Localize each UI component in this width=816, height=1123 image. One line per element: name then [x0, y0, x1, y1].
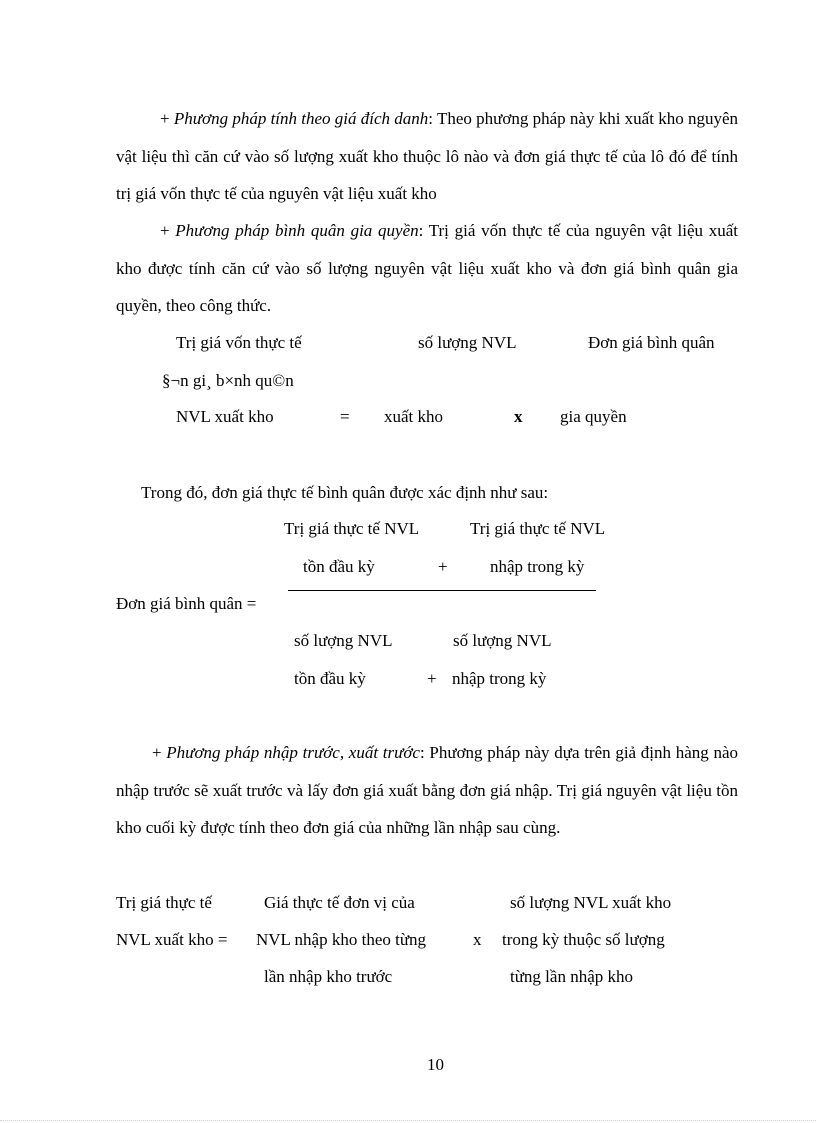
numerator-b-bottom: nhập trong kỳ	[490, 557, 585, 576]
formula1-right-top: Đơn giá bình quân	[588, 333, 715, 352]
method-body: : Theo phương pháp này khi xuất kho nguyên vật liệu thì căn cứ vào số lượng xuất kho thuộc lô nào và đơn giá thực tế của lô đó để tính trị giá vốn thực tế của nguyên vật liệu xuất kho	[116, 109, 738, 203]
formula3-c1-r2: NVL xuất kho =	[116, 930, 228, 949]
formula3-c2-r3: lần nhập kho trước	[264, 967, 393, 986]
formula1-mid-bottom: xuất kho	[384, 407, 444, 426]
method-term: Phương pháp bình quân gia quyền	[175, 221, 419, 240]
numerator-a-top: Trị giá thực tế NVL	[284, 519, 420, 538]
bullet-plus: +	[160, 221, 176, 240]
paragraph-specific-identification	[116, 100, 738, 213]
formula1-equals: =	[340, 407, 350, 426]
formula3-c2-r2: NVL nhập kho theo từng	[256, 930, 427, 949]
method-term: Phương pháp tính theo giá đích danh	[173, 109, 429, 128]
formula3-times: x	[473, 930, 482, 949]
bullet-plus: +	[152, 743, 167, 762]
formula1-left-bottom: NVL xuất kho	[176, 407, 274, 426]
formula1-garbled-text: §¬n gi¸ b×nh qu©n	[162, 371, 294, 390]
denominator-b-bottom: nhập trong kỳ	[452, 669, 547, 688]
numerator-b-top: Trị giá thực tế NVL	[470, 519, 606, 538]
numerator-plus: +	[438, 557, 448, 576]
denominator-a-top: số lượng NVL	[294, 631, 393, 650]
formula1-times: x	[514, 407, 523, 426]
formula1-left-top: Trị giá vốn thực tế	[176, 333, 302, 352]
formula3-c3-r1: số lượng NVL xuất kho	[510, 893, 672, 912]
page-bottom-border	[0, 1120, 816, 1121]
paragraph-fifo	[116, 734, 738, 847]
bullet-plus: +	[160, 109, 174, 128]
formula3-c1-r1: Trị giá thực tế	[116, 893, 212, 912]
formula2-lhs: Đơn giá bình quân =	[116, 594, 257, 613]
method-body: : Trị giá vốn thực tế của nguyên vật liệu xuất kho được tính căn cứ vào số lượng nguyên vật liệu xuất kho và đơn giá bình quân gia quyền, theo công thức.	[116, 221, 738, 315]
denominator-a-bottom: tồn đầu kỳ	[294, 669, 366, 688]
method-body: : Phương pháp này dựa trên giả định hàng nào nhập trước sẽ xuất trước và lấy đơn giá xuất bằng đơn giá nhập. Trị giá nguyên vật liệu tồn kho cuối kỳ được tính theo đơn giá của những lần nhập sau cùng.	[116, 743, 738, 837]
formula1-mid-top: số lượng NVL	[418, 333, 517, 352]
numerator-a-bottom: tồn đầu kỳ	[303, 557, 375, 576]
formula1-right-bottom: gia quyền	[560, 407, 627, 426]
formula3-c3-r3: từng lần nhập kho	[510, 967, 634, 986]
fraction-bar	[288, 590, 596, 591]
formula3-c3-r2: trong kỳ thuộc số lượng	[502, 930, 665, 949]
denominator-plus: +	[427, 669, 437, 688]
paragraph-weighted-average	[116, 212, 738, 325]
page-number: 10	[427, 1055, 444, 1074]
formula2-intro: Trong đó, đơn giá thực tế bình quân được xác định như sau:	[141, 483, 549, 502]
method-term: Phương pháp nhập trước, xuất trước	[166, 743, 420, 762]
formula3-c2-r1: Giá thực tế đơn vị của	[264, 893, 415, 912]
denominator-b-top: số lượng NVL	[453, 631, 552, 650]
